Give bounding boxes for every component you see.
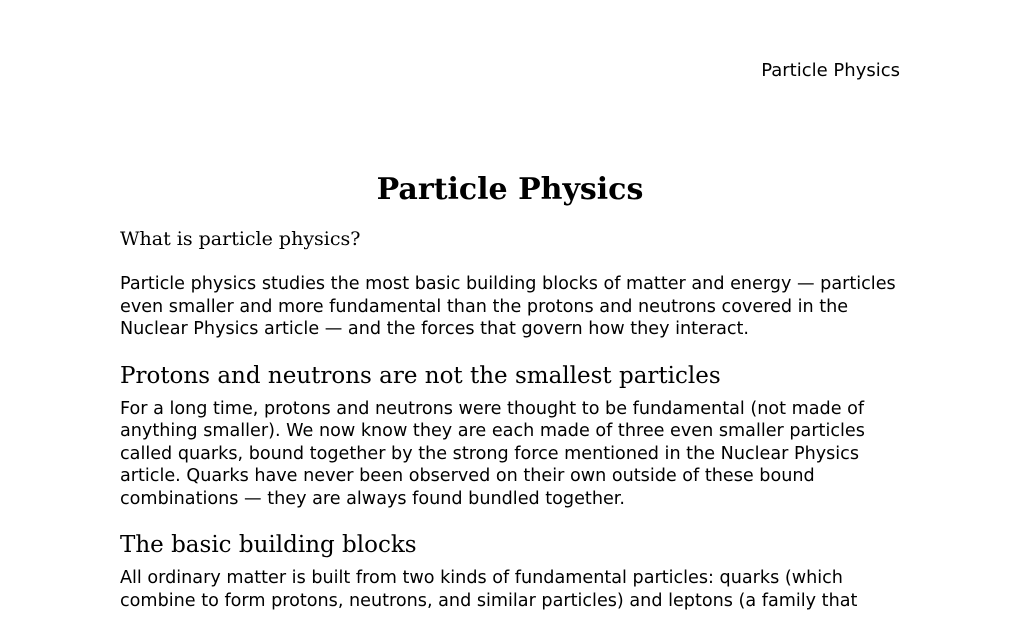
section-paragraph-protons-neutrons: For a long time, protons and neutrons were thought to be fundamental (not made of anything smaller). We now know they are each made of three even smaller particles called quarks, bound together by the strong force mentioned in the Nuclear Physics article. Quarks have never been observed on their own outside of these bound combinations — they are always found bundled together. xyxy=(120,398,865,509)
running-header: Particle Physics xyxy=(761,60,900,81)
intro-paragraph: Particle physics studies the most basic building blocks of matter and energy — particles even smaller and more fundamental than the protons and neutrons covered in the Nuclear Physics article — and the forces that govern how they interact. xyxy=(120,274,896,339)
section-paragraph-building-blocks: All ordinary matter is built from two kinds of fundamental particles: quarks (which combine to form protons, neutrons, and similar particles) and leptons (a family that xyxy=(120,568,858,611)
section-heading-protons-neutrons: Protons and neutrons are not the smallest particles xyxy=(120,362,721,389)
page-title: Particle Physics xyxy=(376,172,644,207)
article-body xyxy=(120,170,900,612)
intro-heading: What is particle physics? xyxy=(120,228,361,250)
section-heading-building-blocks: The basic building blocks xyxy=(120,532,417,558)
